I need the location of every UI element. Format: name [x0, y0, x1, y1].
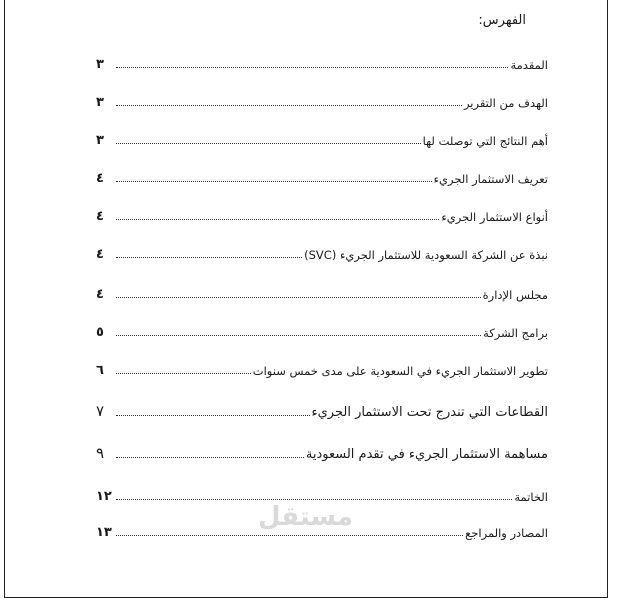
- toc-entry-report-goal[interactable]: [96, 88, 548, 110]
- toc-page-number: ٥: [96, 325, 104, 340]
- toc-entry-vc-development[interactable]: [96, 356, 548, 378]
- toc-title: الفهرس:: [478, 13, 526, 28]
- dot-leader: [116, 415, 310, 416]
- toc-page-number: ٩: [96, 444, 105, 462]
- toc-page-number: ٤: [96, 209, 104, 224]
- toc-page-number: ٣: [96, 57, 104, 72]
- toc-page-number: ٧: [96, 402, 105, 420]
- toc-entry-board[interactable]: [96, 280, 548, 302]
- toc-page-number: ٦: [96, 363, 104, 378]
- dot-leader: [116, 335, 481, 336]
- toc-entry-vc-contribution[interactable]: [96, 440, 548, 462]
- dot-leader: [116, 457, 304, 458]
- toc-entry-conclusion[interactable]: [96, 482, 548, 504]
- toc-entry-text: برامج الشركة: [483, 326, 548, 340]
- toc-page-number: ١٢: [96, 489, 112, 504]
- toc-entry-vc-definition[interactable]: [96, 164, 548, 186]
- watermark-logo: مستقل: [258, 502, 354, 532]
- dot-leader: [116, 257, 302, 258]
- dot-leader: [116, 373, 251, 374]
- toc-page-number: ٣: [96, 95, 104, 110]
- toc-entry-text: المصادر والمراجع: [465, 526, 548, 540]
- dot-leader: [116, 535, 463, 536]
- toc-entry-text: مساهمة الاستثمار الجريء في تقدم السعودية: [305, 447, 548, 462]
- toc-entry-text: أهم النتائج التي توصلت لها: [422, 134, 548, 148]
- toc-entry-key-results[interactable]: [96, 126, 548, 148]
- toc-page-number: ٤: [96, 287, 104, 302]
- dot-leader: [116, 499, 512, 500]
- toc-page-number: ٣: [96, 133, 104, 148]
- toc-page-number: ٤: [96, 247, 104, 262]
- toc-entry-svc-overview[interactable]: [96, 240, 548, 262]
- toc-entry-text: تعريف الاستثمار الجريء: [433, 172, 548, 186]
- dot-leader: [116, 181, 432, 182]
- toc-entry-vc-types[interactable]: [96, 202, 548, 224]
- toc-entry-text: أنواع الاستثمار الجريء: [441, 210, 548, 224]
- toc-entry-text: المقدمة: [510, 58, 548, 72]
- toc-entry-text: القطاعات التي تندرج تحت الاستثمار الجريء: [311, 405, 548, 420]
- dot-leader: [116, 67, 508, 68]
- dot-leader: [116, 297, 481, 298]
- dot-leader: [116, 143, 421, 144]
- toc-page-number: ١٣: [96, 525, 112, 540]
- toc-entry-text: الهدف من التقرير: [463, 96, 548, 110]
- toc-entry-text: تطوير الاستثمار الجريء في السعودية على مدى خمس سنوات: [252, 364, 548, 378]
- dot-leader: [116, 105, 462, 106]
- toc-entry-text: الخاتمة: [514, 490, 548, 504]
- toc-entry-introduction[interactable]: [96, 50, 548, 72]
- toc-page-number: ٤: [96, 171, 104, 186]
- dot-leader: [116, 219, 439, 220]
- toc-entry-text: نبذة عن الشركة السعودية للاستثمار الجريء (SVC): [304, 248, 548, 262]
- toc-entry-text: مجلس الإدارة: [482, 288, 548, 302]
- toc-entry-programs[interactable]: [96, 318, 548, 340]
- toc-entry-vc-sectors[interactable]: [96, 398, 548, 420]
